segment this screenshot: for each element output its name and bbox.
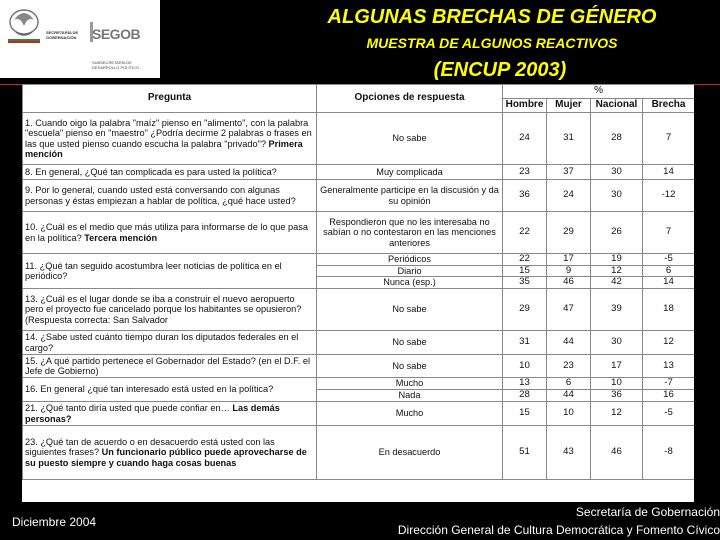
col-header-hombre: Hombre xyxy=(503,99,547,113)
question-cell: 8. En general, ¿Qué tan complicada es para usted la política? xyxy=(23,165,317,180)
mujer-cell: 47 xyxy=(547,289,591,331)
mujer-cell: 23 xyxy=(547,355,591,378)
table-row xyxy=(23,331,695,355)
mujer-cell: 37 xyxy=(547,165,591,180)
nacional-cell: 19 xyxy=(591,254,643,266)
nacional-cell: 39 xyxy=(591,289,643,331)
logo-text-segob: SEGOB xyxy=(92,26,141,42)
mujer-cell: 17 xyxy=(547,254,591,266)
question-cell: 23. ¿Qué tan de acuerdo o en desacuerdo está usted con las siguientes frases? Un funcionario público puede aprovecharse de su puesto siempre y cuando haga cosas buenas xyxy=(23,426,317,480)
hombre-cell: 24 xyxy=(503,113,547,165)
option-cell: Periódicos xyxy=(317,254,503,266)
mujer-cell: 24 xyxy=(547,180,591,212)
mujer-cell: 6 xyxy=(547,378,591,390)
question-cell: 11. ¿Qué tan seguido acostumbra leer noticias de política en el periódico? xyxy=(23,254,317,289)
brecha-cell: -7 xyxy=(643,378,695,390)
brecha-cell: 12 xyxy=(643,331,695,355)
mujer-cell: 10 xyxy=(547,402,591,426)
question-cell: 14. ¿Sabe usted cuánto tiempo duran los diputados federales en el cargo? xyxy=(23,331,317,355)
brecha-cell: 16 xyxy=(643,390,695,402)
logo-subtext: SUBSECRETARÍA DE DESARROLLO POLÍTICO xyxy=(92,60,140,70)
gender-gap-table xyxy=(22,84,694,480)
col-header-nacional: Nacional xyxy=(591,99,643,113)
brecha-cell: -5 xyxy=(643,402,695,426)
col-header-mujer: Mujer xyxy=(547,99,591,113)
table-row xyxy=(23,113,695,165)
nacional-cell: 10 xyxy=(591,378,643,390)
nacional-cell: 17 xyxy=(591,355,643,378)
nacional-cell: 26 xyxy=(591,212,643,254)
nacional-cell: 30 xyxy=(591,180,643,212)
mujer-cell: 29 xyxy=(547,212,591,254)
brecha-cell: 6 xyxy=(643,265,695,277)
brecha-cell: -8 xyxy=(643,426,695,480)
option-cell: En desacuerdo xyxy=(317,426,503,480)
nacional-cell: 46 xyxy=(591,426,643,480)
option-cell: Muy complicada xyxy=(317,165,503,180)
hombre-cell: 10 xyxy=(503,355,547,378)
col-header-opciones: Opciones de respuesta xyxy=(317,85,503,113)
option-cell: Mucho xyxy=(317,402,503,426)
option-cell: No sabe xyxy=(317,113,503,165)
question-cell: 16. En general ¿qué tan interesado está usted en la política? xyxy=(23,378,317,402)
data-table-container xyxy=(22,84,694,502)
brecha-cell: -12 xyxy=(643,180,695,212)
mujer-cell: 44 xyxy=(547,390,591,402)
option-cell: Respondieron que no les interesaba no sabían o no contestaron en las menciones anteriores xyxy=(317,212,503,254)
table-row xyxy=(23,426,695,480)
option-cell: Nunca (esp.) xyxy=(317,277,503,289)
hombre-cell: 22 xyxy=(503,212,547,254)
option-cell: Generalmente participe en la discusión y da su opinión xyxy=(317,180,503,212)
page-title: ALGUNAS BRECHAS DE GÉNERO xyxy=(327,6,657,28)
nacional-cell: 42 xyxy=(591,277,643,289)
question-cell: 9. Por lo general, cuando usted está conversando con algunas personas y éstas empiezan a hablar de política, ¿qué hace usted? xyxy=(23,180,317,212)
table-row xyxy=(23,289,695,331)
hombre-cell: 35 xyxy=(503,277,547,289)
footer-date: Diciembre 2004 xyxy=(12,515,97,529)
mujer-cell: 31 xyxy=(547,113,591,165)
question-cell: 15. ¿A qué partido pertenece el Gobernador del Estado? (en el D.F. el Jefe de Gobierno) xyxy=(23,355,317,378)
option-cell: Diario xyxy=(317,265,503,277)
option-cell: No sabe xyxy=(317,331,503,355)
mujer-cell: 9 xyxy=(547,265,591,277)
brecha-cell: 7 xyxy=(643,212,695,254)
segob-logo xyxy=(0,0,160,78)
nacional-cell: 28 xyxy=(591,113,643,165)
hombre-cell: 22 xyxy=(503,254,547,266)
table-row xyxy=(23,212,695,254)
table-row xyxy=(23,378,695,390)
hombre-cell: 23 xyxy=(503,165,547,180)
hombre-cell: 29 xyxy=(503,289,547,331)
page-subtitle: MUESTRA DE ALGUNOS REACTIVOS xyxy=(366,35,618,51)
logo-text-secretaria: SECRETARÍA DE GOBERNACIÓN xyxy=(46,30,79,40)
mujer-cell: 44 xyxy=(547,331,591,355)
option-cell: No sabe xyxy=(317,289,503,331)
mujer-cell: 46 xyxy=(547,277,591,289)
question-cell: 13. ¿Cuál es el lugar donde se iba a construir el nuevo aeropuerto pero el proyecto fue cancelado porque los habitantes se opusieron? (Respuesta correcta: San Salvador xyxy=(23,289,317,331)
question-cell: 1. Cuando oigo la palabra "maíz" pienso en "alimento", con la palabra "escuela" pienso en "maestro" ¿Podría decirme 2 palabras o frases en las que usted pienso cuando escucha la palabra "privado"? Primera mención xyxy=(23,113,317,165)
footer-org: Secretaría de Gobernación xyxy=(575,505,720,519)
brecha-cell: 13 xyxy=(643,355,695,378)
option-cell: No sabe xyxy=(317,355,503,378)
table-row xyxy=(23,180,695,212)
col-header-brecha: Brecha xyxy=(643,99,695,113)
question-cell: 10. ¿Cuál es el medio que más utiliza para informarse de lo que pasa en la política? Tercera mención xyxy=(23,212,317,254)
hombre-cell: 28 xyxy=(503,390,547,402)
hombre-cell: 13 xyxy=(503,378,547,390)
table-row xyxy=(23,165,695,180)
footer-department: Dirección General de Cultura Democrática y Fomento Cívico xyxy=(397,523,720,537)
hombre-cell: 31 xyxy=(503,331,547,355)
hombre-cell: 15 xyxy=(503,402,547,426)
hombre-cell: 51 xyxy=(503,426,547,480)
hombre-cell: 36 xyxy=(503,180,547,212)
nacional-cell: 12 xyxy=(591,402,643,426)
brecha-cell: 14 xyxy=(643,165,695,180)
nacional-cell: 30 xyxy=(591,165,643,180)
table-row xyxy=(23,402,695,426)
table-row xyxy=(23,254,695,266)
brecha-cell: -5 xyxy=(643,254,695,266)
nacional-cell: 36 xyxy=(591,390,643,402)
mexican-eagle-emblem-icon xyxy=(6,4,42,44)
mujer-cell: 43 xyxy=(547,426,591,480)
col-header-pregunta: Pregunta xyxy=(23,85,317,113)
brecha-cell: 18 xyxy=(643,289,695,331)
brecha-cell: 14 xyxy=(643,277,695,289)
nacional-cell: 30 xyxy=(591,331,643,355)
brecha-cell: 7 xyxy=(643,113,695,165)
hombre-cell: 15 xyxy=(503,265,547,277)
option-cell: Nada xyxy=(317,390,503,402)
survey-name: (ENCUP 2003) xyxy=(433,59,567,81)
question-cell: 21. ¿Qué tanto diría usted que puede confiar en… Las demás personas? xyxy=(23,402,317,426)
nacional-cell: 12 xyxy=(591,265,643,277)
table-row xyxy=(23,355,695,378)
percent-header: % xyxy=(503,85,695,99)
option-cell: Mucho xyxy=(317,378,503,390)
